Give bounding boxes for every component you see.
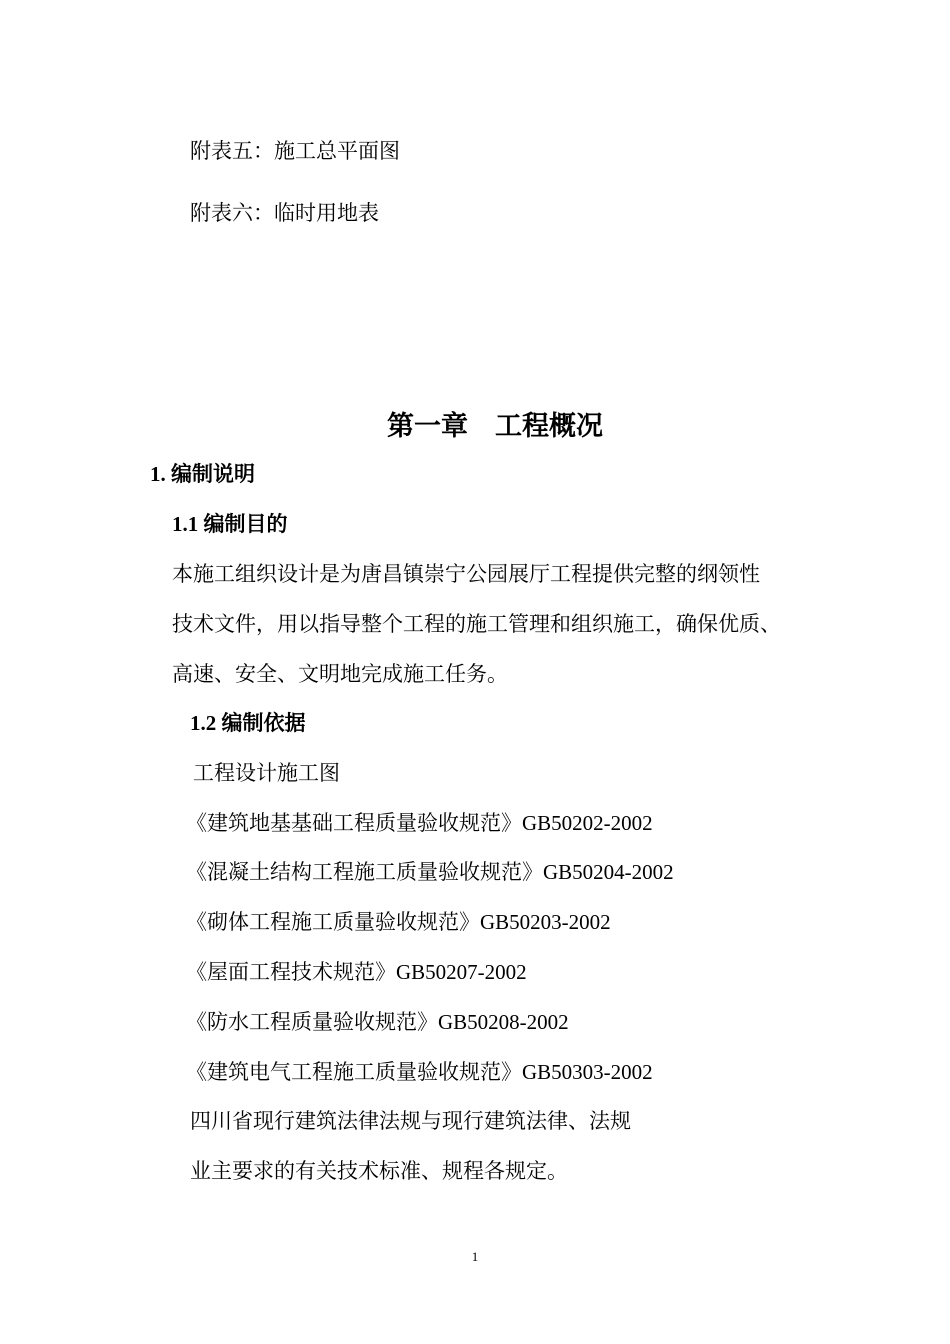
basis-item: 《建筑电气工程施工质量验收规范》GB50303-2002: [186, 1060, 653, 1084]
basis-item: 《防水工程质量验收规范》GB50208-2002: [186, 1010, 569, 1034]
basis-item: 工程设计施工图: [193, 761, 340, 785]
basis-item: 四川省现行建筑法律法规与现行建筑法律、法规: [190, 1109, 631, 1133]
appendix-item-6: 附表六：临时用地表: [190, 201, 379, 225]
basis-item: 《屋面工程技术规范》GB50207-2002: [186, 960, 527, 984]
subsection-heading-purpose: 1.1 编制目的: [172, 512, 288, 536]
page-number: 1: [471, 1249, 479, 1264]
basis-item: 《混凝土结构工程施工质量验收规范》GB50204-2002: [186, 860, 674, 884]
basis-item: 业主要求的有关技术标准、规程各规定。: [190, 1159, 568, 1183]
paragraph-line: 技术文件，用以指导整个工程的施工管理和组织施工，确保优质、: [172, 612, 781, 636]
paragraph-line: 本施工组织设计是为唐昌镇崇宁公园展厅工程提供完整的纲领性: [172, 562, 760, 586]
appendix-item-5: 附表五：施工总平面图: [190, 139, 400, 163]
paragraph-line: 高速、安全、文明地完成施工任务。: [172, 662, 508, 686]
subsection-heading-basis: 1.2 编制依据: [190, 711, 306, 735]
basis-item: 《建筑地基基础工程质量验收规范》GB50202-2002: [186, 811, 653, 835]
chapter-title: 第一章 工程概况: [387, 411, 603, 441]
basis-item: 《砌体工程施工质量验收规范》GB50203-2002: [186, 910, 611, 934]
section-heading: 1. 编制说明: [150, 462, 255, 486]
